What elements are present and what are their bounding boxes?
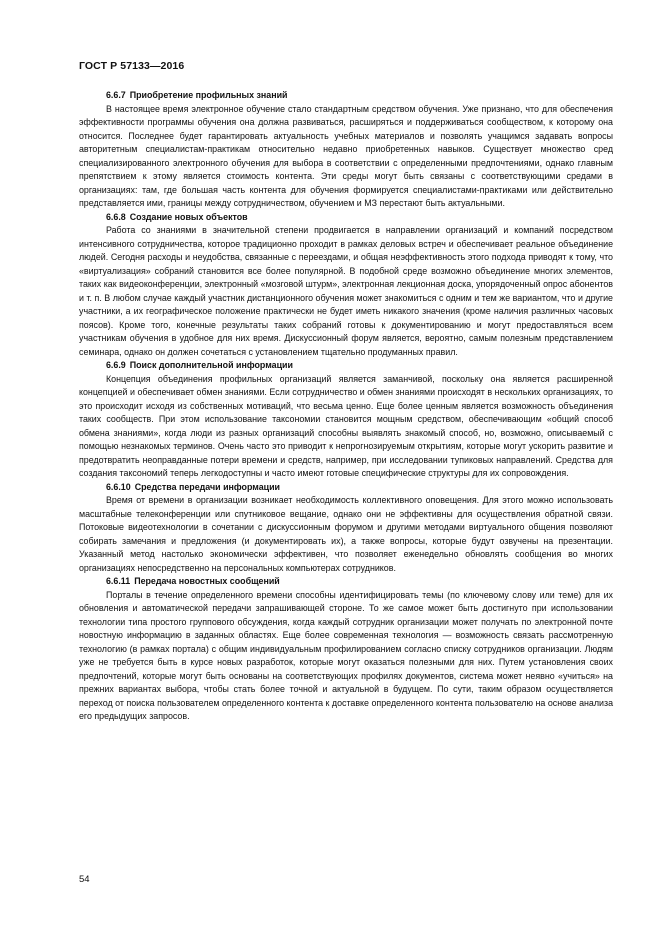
section-heading [79,575,613,589]
section-number: 6.6.7 [106,90,126,100]
section-number: 6.6.10 [106,481,131,492]
section-paragraph: Концепция объединения профильных организаций является заманчивой, поскольку она является расширенной концепцией и обеспечивает обмен знаниями. Если сотрудничество и обмен знаниями происходят в нескольких организациях, то это происходит исходя из собственных мотиваций, что весьма ценно. Еще более ценным является возможность объединения таких сообществ. При этом использование таксономии становится мощным средством, обеспечивающим «общий способ обмена знаниями», когда люди из разных организаций способны выявлять знакомый способ, но, возможно, описываемый с помощью незнакомых терминов. Очень часто это приводит к непрогнозируемым открытиям, которые могут ускорить развитие и предотвратить неоправданные потери времени и средств, например, при исследовании тупиковых направлений. Средства для создания таксономий теперь легкодоступны и часто имеют готовые специфические структуры для их сопровождения. [79,373,613,478]
section-paragraph: Время от времени в организации возникает необходимость коллективного оповещения. Для этого можно использовать масштабные телеконференции или спутниковое вещание, однако они не эффективны для осуществления обратной связи. Потоковые видеотехнологии в сочетании с дискуссионным форумом и другими методами виртуального общения позволяют собирать замечания и предложения (и документировать их), а также вопросы, которые будут озвучены на презентации. Указанный метод настолько экономически эффективен, что позволяет еженедельно обновлять сообщения во многих организациях непосредственно на персональных компьютерах сотрудников. [79,495,613,573]
page-number: 54 [79,874,90,885]
section-paragraph: В настоящее время электронное обучение стало стандартным средством обучения. Уже признано, что для обеспечения эффективности программы обучения она должна развиваться, расширяться и поддерживаться сообществом, к которому она относится. Последнее будет гарантировать актуальность учебных материалов и позволять учащимся задавать вопросы авторитетным специалистам-практикам относительно недавно приобретенных навыков. Существует множество сред специализированного электронного обучения для выбора в соответствии с определенными предпочтениями, однако главным препятствием к этому является стоимость контента. Эти среды могут быть связаны с соответствующими средами в организациях: там, где большая часть контента для обучения формируется специалистами-практиками или действительно представляется ими, границы между сотрудничеством, обучением и МЗ перестают быть актуальными. [79,103,613,208]
document-body [79,89,613,724]
document-header: ГОСТ Р 57133—2016 [79,60,185,72]
section-title: Передача новостных сообщений [134,576,280,586]
section-heading [79,359,613,373]
section-6-6-7 [79,89,613,211]
section-number: 6.6.11 [106,576,131,586]
section-title: Создание новых объектов [129,211,248,222]
section-heading [79,481,613,495]
section-6-6-10 [79,481,613,576]
section-6-6-11 [79,575,613,724]
section-paragraph: Работа со знаниями в значительной степени продвигается в направлении организаций и компаний посредством интенсивного сотрудничества, которое традиционно проходит в рамках деловых встреч и обеспечивает реальное объединение людей. Сегодня расходы и неудобства, связанные с переездами, и общая неэффективность этого подхода приводят к тому, что «виртуализация» собраний становится все более популярной. В подобной среде возможно объединение многих элементов, таких как видеоконференции, электронный «мозговой штурм», электронная лекционная доска, упорядоченный опрос абонентов и т. п. В любом случае каждый участник дистанционного обучения может знакомиться с одним и тем же вариантом, что и другие участники, а их географическое положение практически не будет иметь никакого значения (кроме наличия различных часовых поясов). Кроме того, конечные результаты таких собраний готовы к документированию и могут предоставляться всем участникам обучения в удобное для них время. Дискуссионный форум является, вероятно, самым полезным представлением семинара, однако он должен сочетаться с установлением тщательно продуманных правил. [79,225,613,357]
section-6-6-8 [79,211,613,360]
section-number: 6.6.8 [106,211,126,222]
section-6-6-9 [79,359,613,481]
section-heading [79,211,613,225]
section-paragraph: Порталы в течение определенного времени способны идентифицировать темы (по ключевому слову или теме) для их обновления и автоматической передачи запрашивающей стороне. То же самое может быть достигнуто при использовании технологии типа простого группового обсуждения, когда каждый сотрудник организации может получать по электронной почте новостную информацию в заданных областях. Еще более современная технология — возможность связать рассмотренную технологию (в рамках портала) с общим индивидуальным профилированием согласно списку сотрудников организации. Людям уже не требуется быть в курсе новых разработок, которые могут оказаться полезными для них. Путем установления своих предпочтений, которые могут быть основаны на соответствующих профилях документов, система может неявно «учиться» на прежних вариантах выбора, чтобы стать более точной и актуальной в будущем. По сути, таким образом осуществляется переход от поиска пользователем определенного контента к доставке определенного контента пользователю на основе анализа его предыдущих запросов. [79,589,613,721]
section-title: Поиск дополнительной информации [129,360,293,370]
section-title: Средства передачи информации [134,481,281,492]
section-title: Приобретение профильных знаний [129,90,288,100]
section-number: 6.6.9 [106,360,126,370]
section-heading [79,89,613,103]
